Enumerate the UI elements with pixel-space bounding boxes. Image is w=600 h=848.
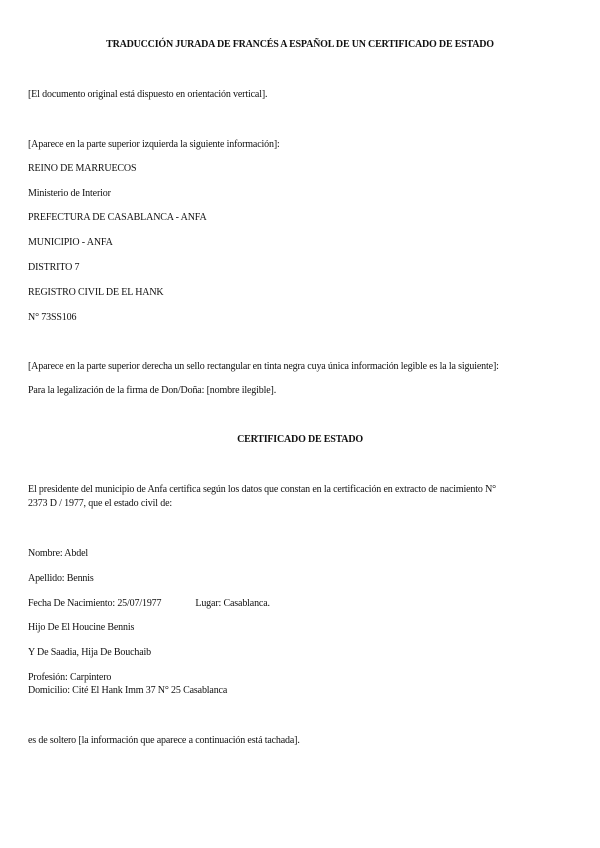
birth-place: Lugar: Casablanca. — [195, 598, 270, 609]
orientation-note: [El documento original está dispuesto en orientación vertical]. — [28, 89, 268, 100]
top-left-note: [Aparece en la parte superior izquierda la siguiente información]: — [28, 139, 280, 150]
person-name: Nombre: Abdel — [28, 548, 88, 559]
header-line-prefecture: PREFECTURA DE CASABLANCA - ANFA — [28, 212, 207, 223]
document-title: TRADUCCIÓN JURADA DE FRANCÉS A ESPAÑOL DE UN CERTIFICADO DE ESTADO — [106, 39, 494, 50]
header-line-registry: REGISTRO CIVIL DE EL HANK — [28, 287, 164, 298]
civil-status-line: es de soltero [la información que aparece a continuación está tachada]. — [28, 735, 300, 746]
person-surname: Apellido: Bennis — [28, 573, 94, 584]
birth-date: Fecha De Nacimiento: 25/07/1977 — [28, 598, 162, 609]
top-right-note: [Aparece en la parte superior derecha un sello rectangular en tinta negra cuya única información legible es la la siguiente]: — [28, 361, 499, 372]
header-line-ministry: Ministerio de Interior — [28, 188, 111, 199]
intro-line-2: 2373 D / 1977, que el estado civil de: — [28, 498, 172, 509]
header-line-municipality: MUNICIPIO - ANFA — [28, 237, 113, 248]
legalization-line: Para la legalización de la firma de Don/Doña: [nombre ilegible]. — [28, 385, 277, 396]
header-line-number: N° 73SS106 — [28, 312, 77, 323]
mother-line: Y De Saadia, Hija De Bouchaib — [28, 647, 152, 658]
profession-line: Profesión: Carpintero — [28, 672, 112, 683]
son-of-line: Hijo De El Houcine Bennis — [28, 622, 135, 633]
birth-info — [28, 598, 270, 610]
header-line-district: DISTRITO 7 — [28, 262, 80, 273]
address-line: Domicilio: Cité El Hank Imm 37 N° 25 Casablanca — [28, 685, 228, 696]
header-line-kingdom: REINO DE MARRUECOS — [28, 163, 137, 174]
certificate-title: CERTIFICADO DE ESTADO — [237, 434, 363, 445]
intro-line-1: El presidente del municipio de Anfa certifica según los datos que constan en la certificación en extracto de nacimiento N° — [28, 484, 497, 495]
